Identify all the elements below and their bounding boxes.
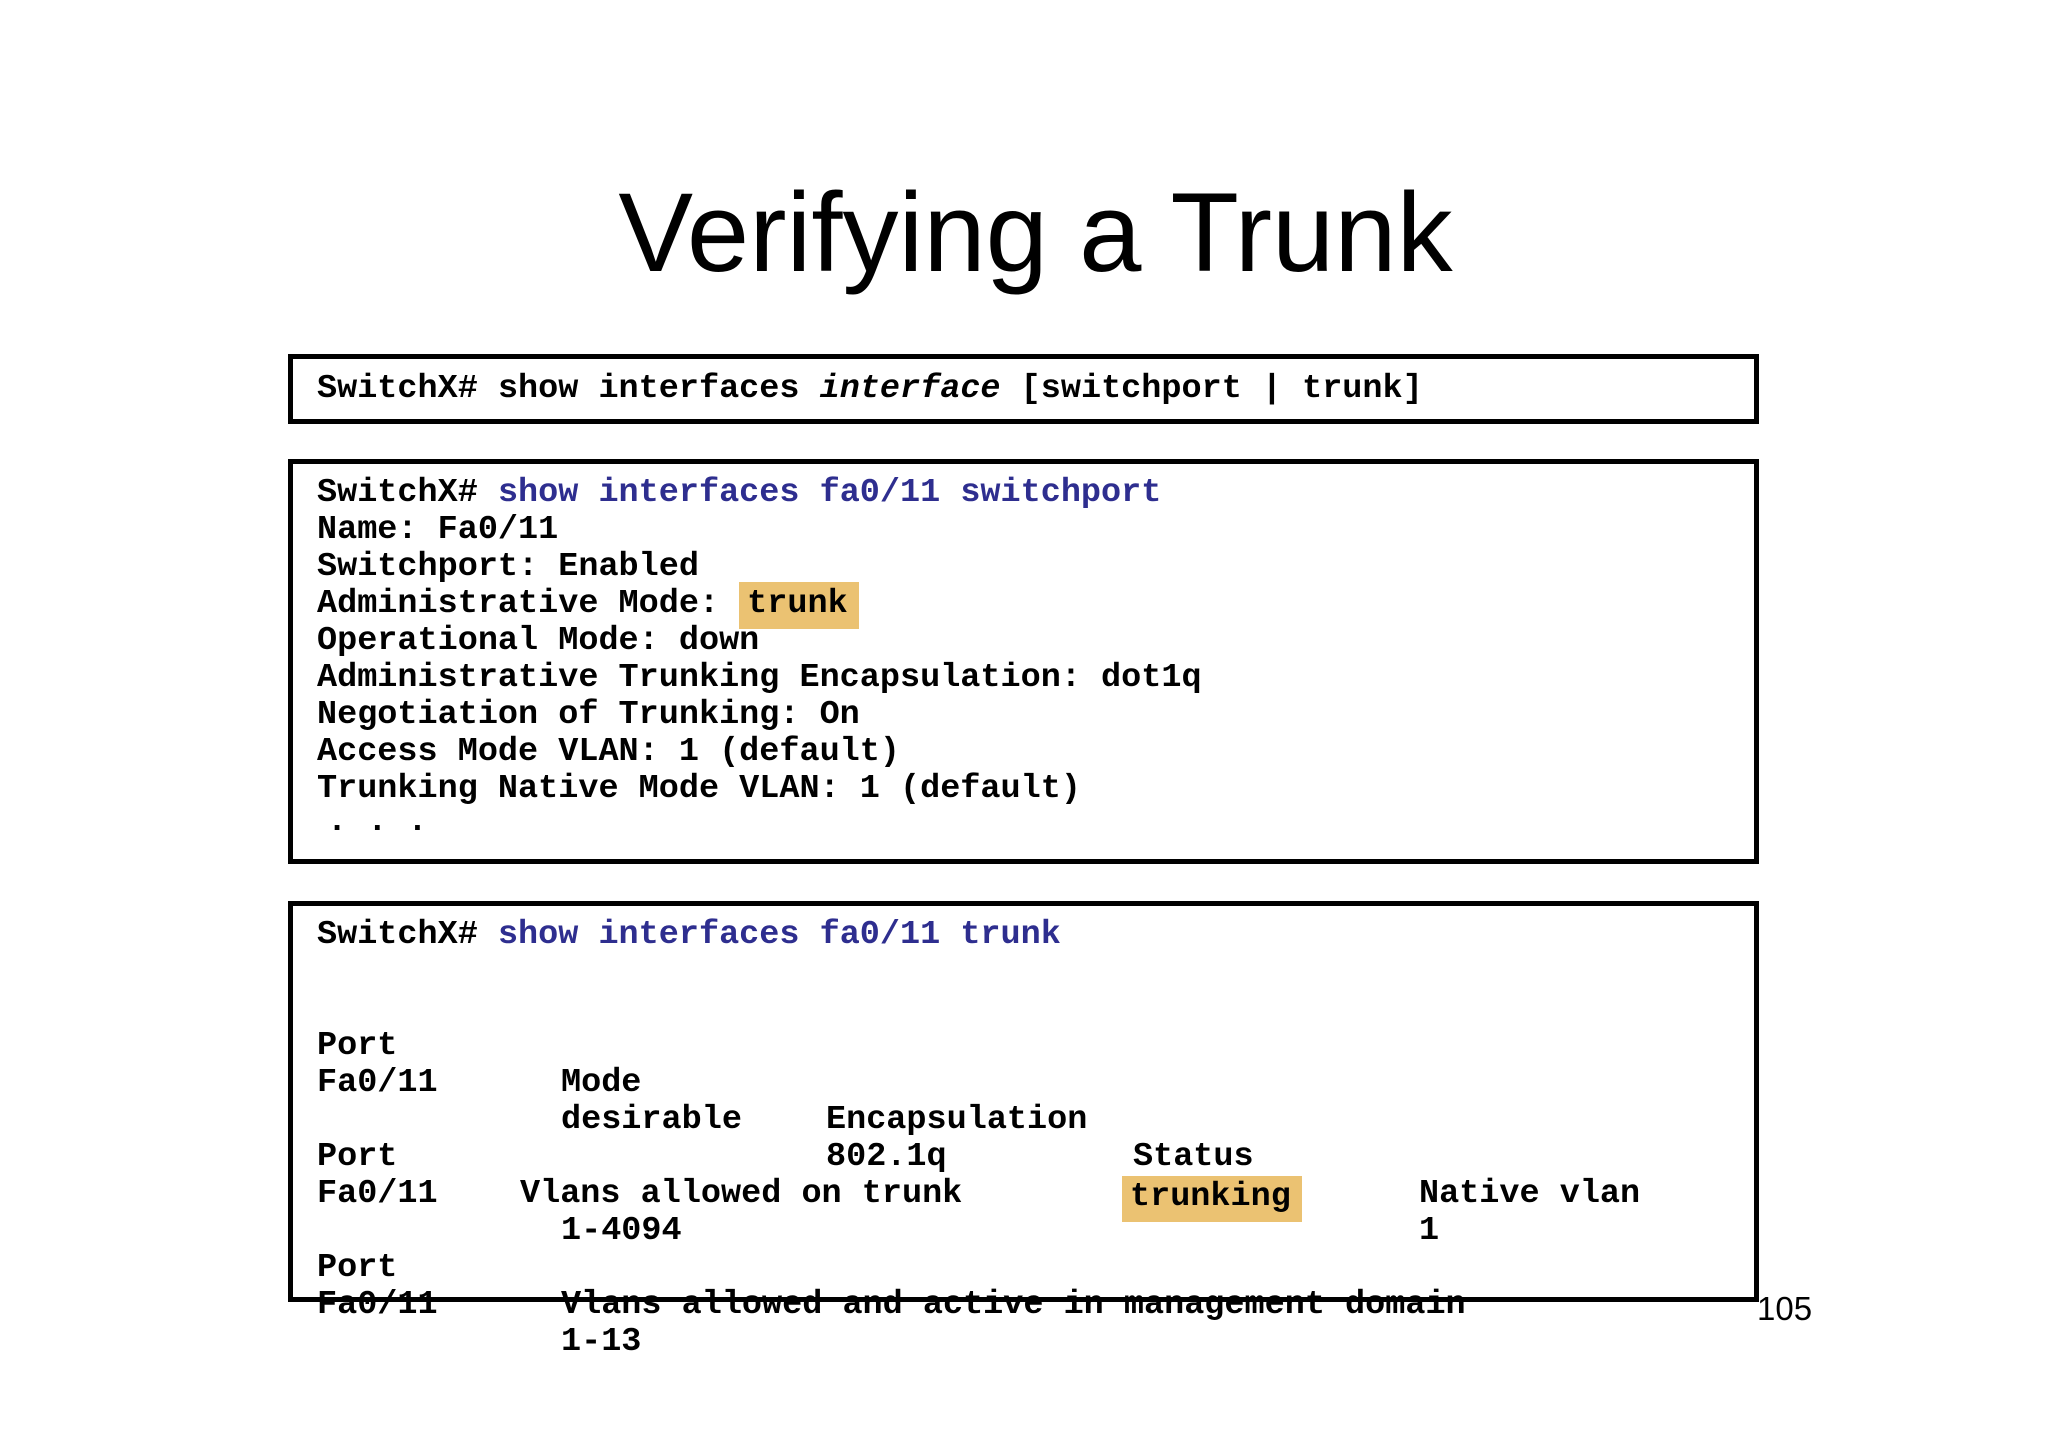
output-operational-mode-line: Operational Mode: down — [317, 622, 760, 660]
output-encapsulation-line: Administrative Trunking Encapsulation: dot1q — [317, 659, 1202, 697]
output-name-line: Name: Fa0/11 — [317, 511, 559, 549]
syntax-command: show interfaces — [497, 370, 800, 408]
cli-command: show interfaces fa0/11 trunk — [497, 916, 1061, 954]
command-syntax-box — [288, 354, 1759, 424]
table-header: Port — [317, 1027, 398, 1065]
page-number: 105 — [1757, 1290, 1813, 1327]
table3-data-row — [293, 1250, 1754, 1398]
syntax-options: [switchport | trunk] — [1020, 370, 1423, 408]
switchport-output-box — [288, 459, 1759, 864]
command-line — [317, 917, 1061, 954]
trunk-output-box — [288, 901, 1759, 1361]
cli-command: show interfaces fa0/11 switchport — [497, 474, 1162, 512]
table-header: Vlans allowed on trunk — [520, 1175, 963, 1213]
cli-prompt: SwitchX# — [317, 916, 478, 954]
slide-title: Verifying a Trunk — [618, 170, 1453, 295]
output-admin-mode-line — [317, 586, 859, 623]
output-switchport-line: Switchport: Enabled — [317, 548, 699, 586]
output-ellipsis: . . . — [327, 803, 428, 841]
table-cell: 1-4094 — [561, 1212, 682, 1250]
table-cell: Fa0/11 — [317, 1064, 438, 1102]
output-negotiation-line: Negotiation of Trunking: On — [317, 696, 860, 734]
output-native-vlan-line: Trunking Native Mode VLAN: 1 (default) — [317, 770, 1081, 808]
admin-mode-highlight: trunk — [739, 582, 859, 629]
table-header: Status — [1133, 1138, 1254, 1176]
table-header: Port — [317, 1138, 398, 1176]
table-cell: 1-13 — [561, 1323, 642, 1361]
command-line — [317, 475, 1161, 512]
table-cell: Fa0/11 — [317, 1175, 438, 1213]
table-cell: Fa0/11 — [317, 1286, 438, 1324]
admin-mode-label: Administrative Mode: — [317, 585, 740, 623]
syntax-argument: interface — [819, 370, 1001, 408]
cli-prompt: SwitchX# — [317, 474, 478, 512]
cli-prompt: SwitchX# — [317, 370, 478, 408]
output-access-vlan-line: Access Mode VLAN: 1 (default) — [317, 733, 900, 771]
table-header: Vlans allowed and active in management domain — [561, 1286, 1466, 1324]
table-cell: 1 — [1419, 1212, 1440, 1250]
table-header: Native vlan — [1419, 1175, 1641, 1213]
table-header: Mode — [561, 1064, 642, 1102]
syntax-line — [317, 371, 1423, 408]
trunking-status-highlight: trunking — [1122, 1176, 1302, 1222]
table-cell: 802.1q — [826, 1138, 947, 1176]
table-header: Port — [317, 1249, 398, 1287]
table-cell: desirable — [561, 1101, 742, 1139]
table-header: Encapsulation — [826, 1101, 1088, 1139]
